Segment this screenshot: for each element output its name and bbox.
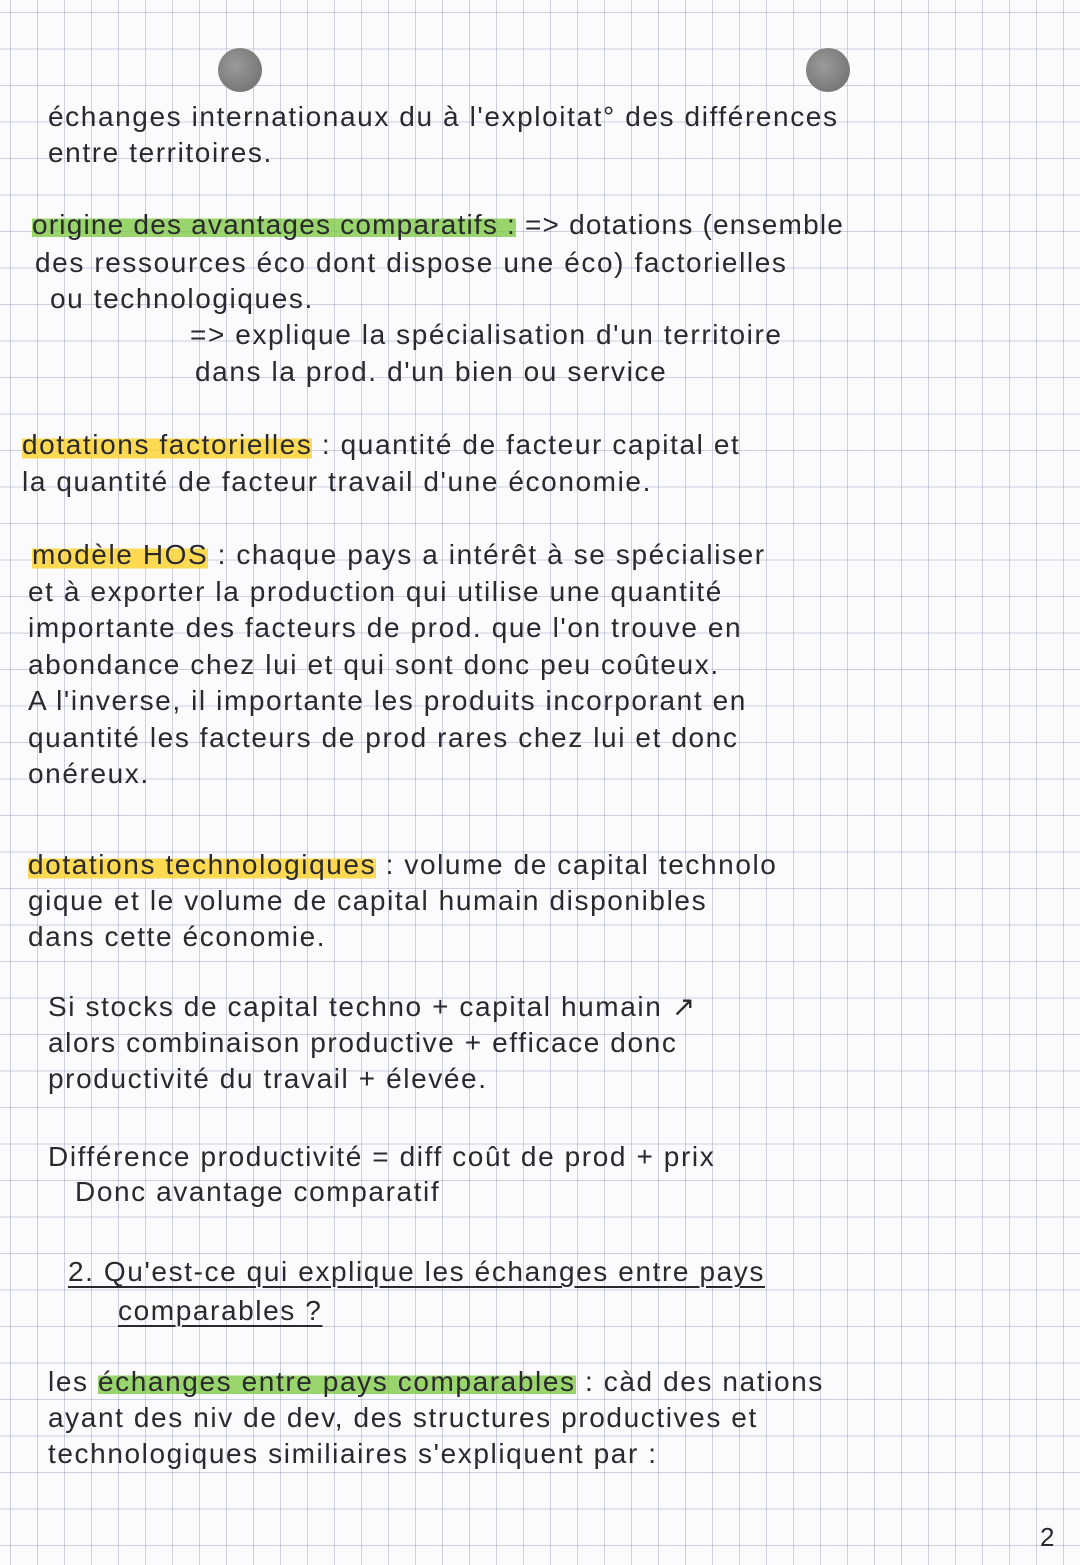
note-text: : volume de capital technolo: [376, 849, 778, 880]
note-line: abondance chez lui et qui sont donc peu coûteux.: [28, 649, 720, 680]
note-line: ayant des niv de dev, des structures productives et: [48, 1402, 758, 1433]
highlighted-term: dotations factorielles: [22, 429, 313, 460]
note-line: entre territoires.: [48, 137, 273, 168]
note-text: les: [48, 1366, 98, 1397]
note-line: gique et le volume de capital humain disponibles: [28, 885, 708, 916]
section-heading: 2. Qu'est-ce qui explique les échanges entre pays: [68, 1256, 766, 1287]
note-line: [32, 538, 766, 572]
note-line: [48, 1365, 824, 1399]
note-line: dans la prod. d'un bien ou service: [195, 356, 668, 387]
note-text: : càd des nations: [575, 1366, 824, 1397]
note-line: et à exporter la production qui utilise une quantité: [28, 576, 723, 607]
page-number: 2: [1040, 1522, 1055, 1552]
binder-hole-left: [218, 48, 262, 92]
highlighted-term: dotations technologiques: [28, 849, 377, 880]
section-heading-continued: comparables ?: [118, 1295, 323, 1326]
note-line: ou technologiques.: [50, 283, 314, 314]
note-line: Donc avantage comparatif: [75, 1176, 441, 1207]
note-text: => dotations (ensemble: [516, 209, 845, 240]
note-line: [28, 848, 777, 882]
highlighted-term: échanges entre pays comparables: [97, 1366, 576, 1397]
note-line: A l'inverse, il importante les produits incorporant en: [28, 685, 747, 716]
note-line: Si stocks de capital techno + capital humain ↗: [48, 991, 697, 1022]
highlighted-term: modèle HOS: [32, 539, 209, 570]
note-line: onéreux.: [28, 758, 150, 789]
binder-hole-right: [806, 48, 850, 92]
note-line: échanges internationaux du à l'exploitat° des différences: [48, 101, 839, 132]
note-line: la quantité de facteur travail d'une économie.: [22, 466, 652, 497]
highlighted-term: origine des avantages comparatifs :: [32, 209, 517, 240]
note-text: : quantité de facteur capital et: [312, 429, 741, 460]
note-line: importante des facteurs de prod. que l'on trouve en: [28, 612, 743, 643]
note-line: [32, 208, 844, 242]
note-line: productivité du travail + élevée.: [48, 1063, 488, 1094]
note-text: : chaque pays a intérêt à se spécialiser: [208, 539, 766, 570]
note-line: Différence productivité = diff coût de prod + prix: [48, 1141, 716, 1172]
note-line: des ressources éco dont dispose une éco) factorielles: [35, 247, 788, 278]
note-line: dans cette économie.: [28, 921, 327, 952]
note-line: => explique la spécialisation d'un territoire: [190, 319, 783, 350]
note-line: [22, 428, 740, 462]
note-line: alors combinaison productive + efficace donc: [48, 1027, 678, 1058]
note-line: technologiques similiaires s'expliquent par :: [48, 1438, 658, 1469]
note-line: quantité les facteurs de prod rares chez lui et donc: [28, 722, 739, 753]
